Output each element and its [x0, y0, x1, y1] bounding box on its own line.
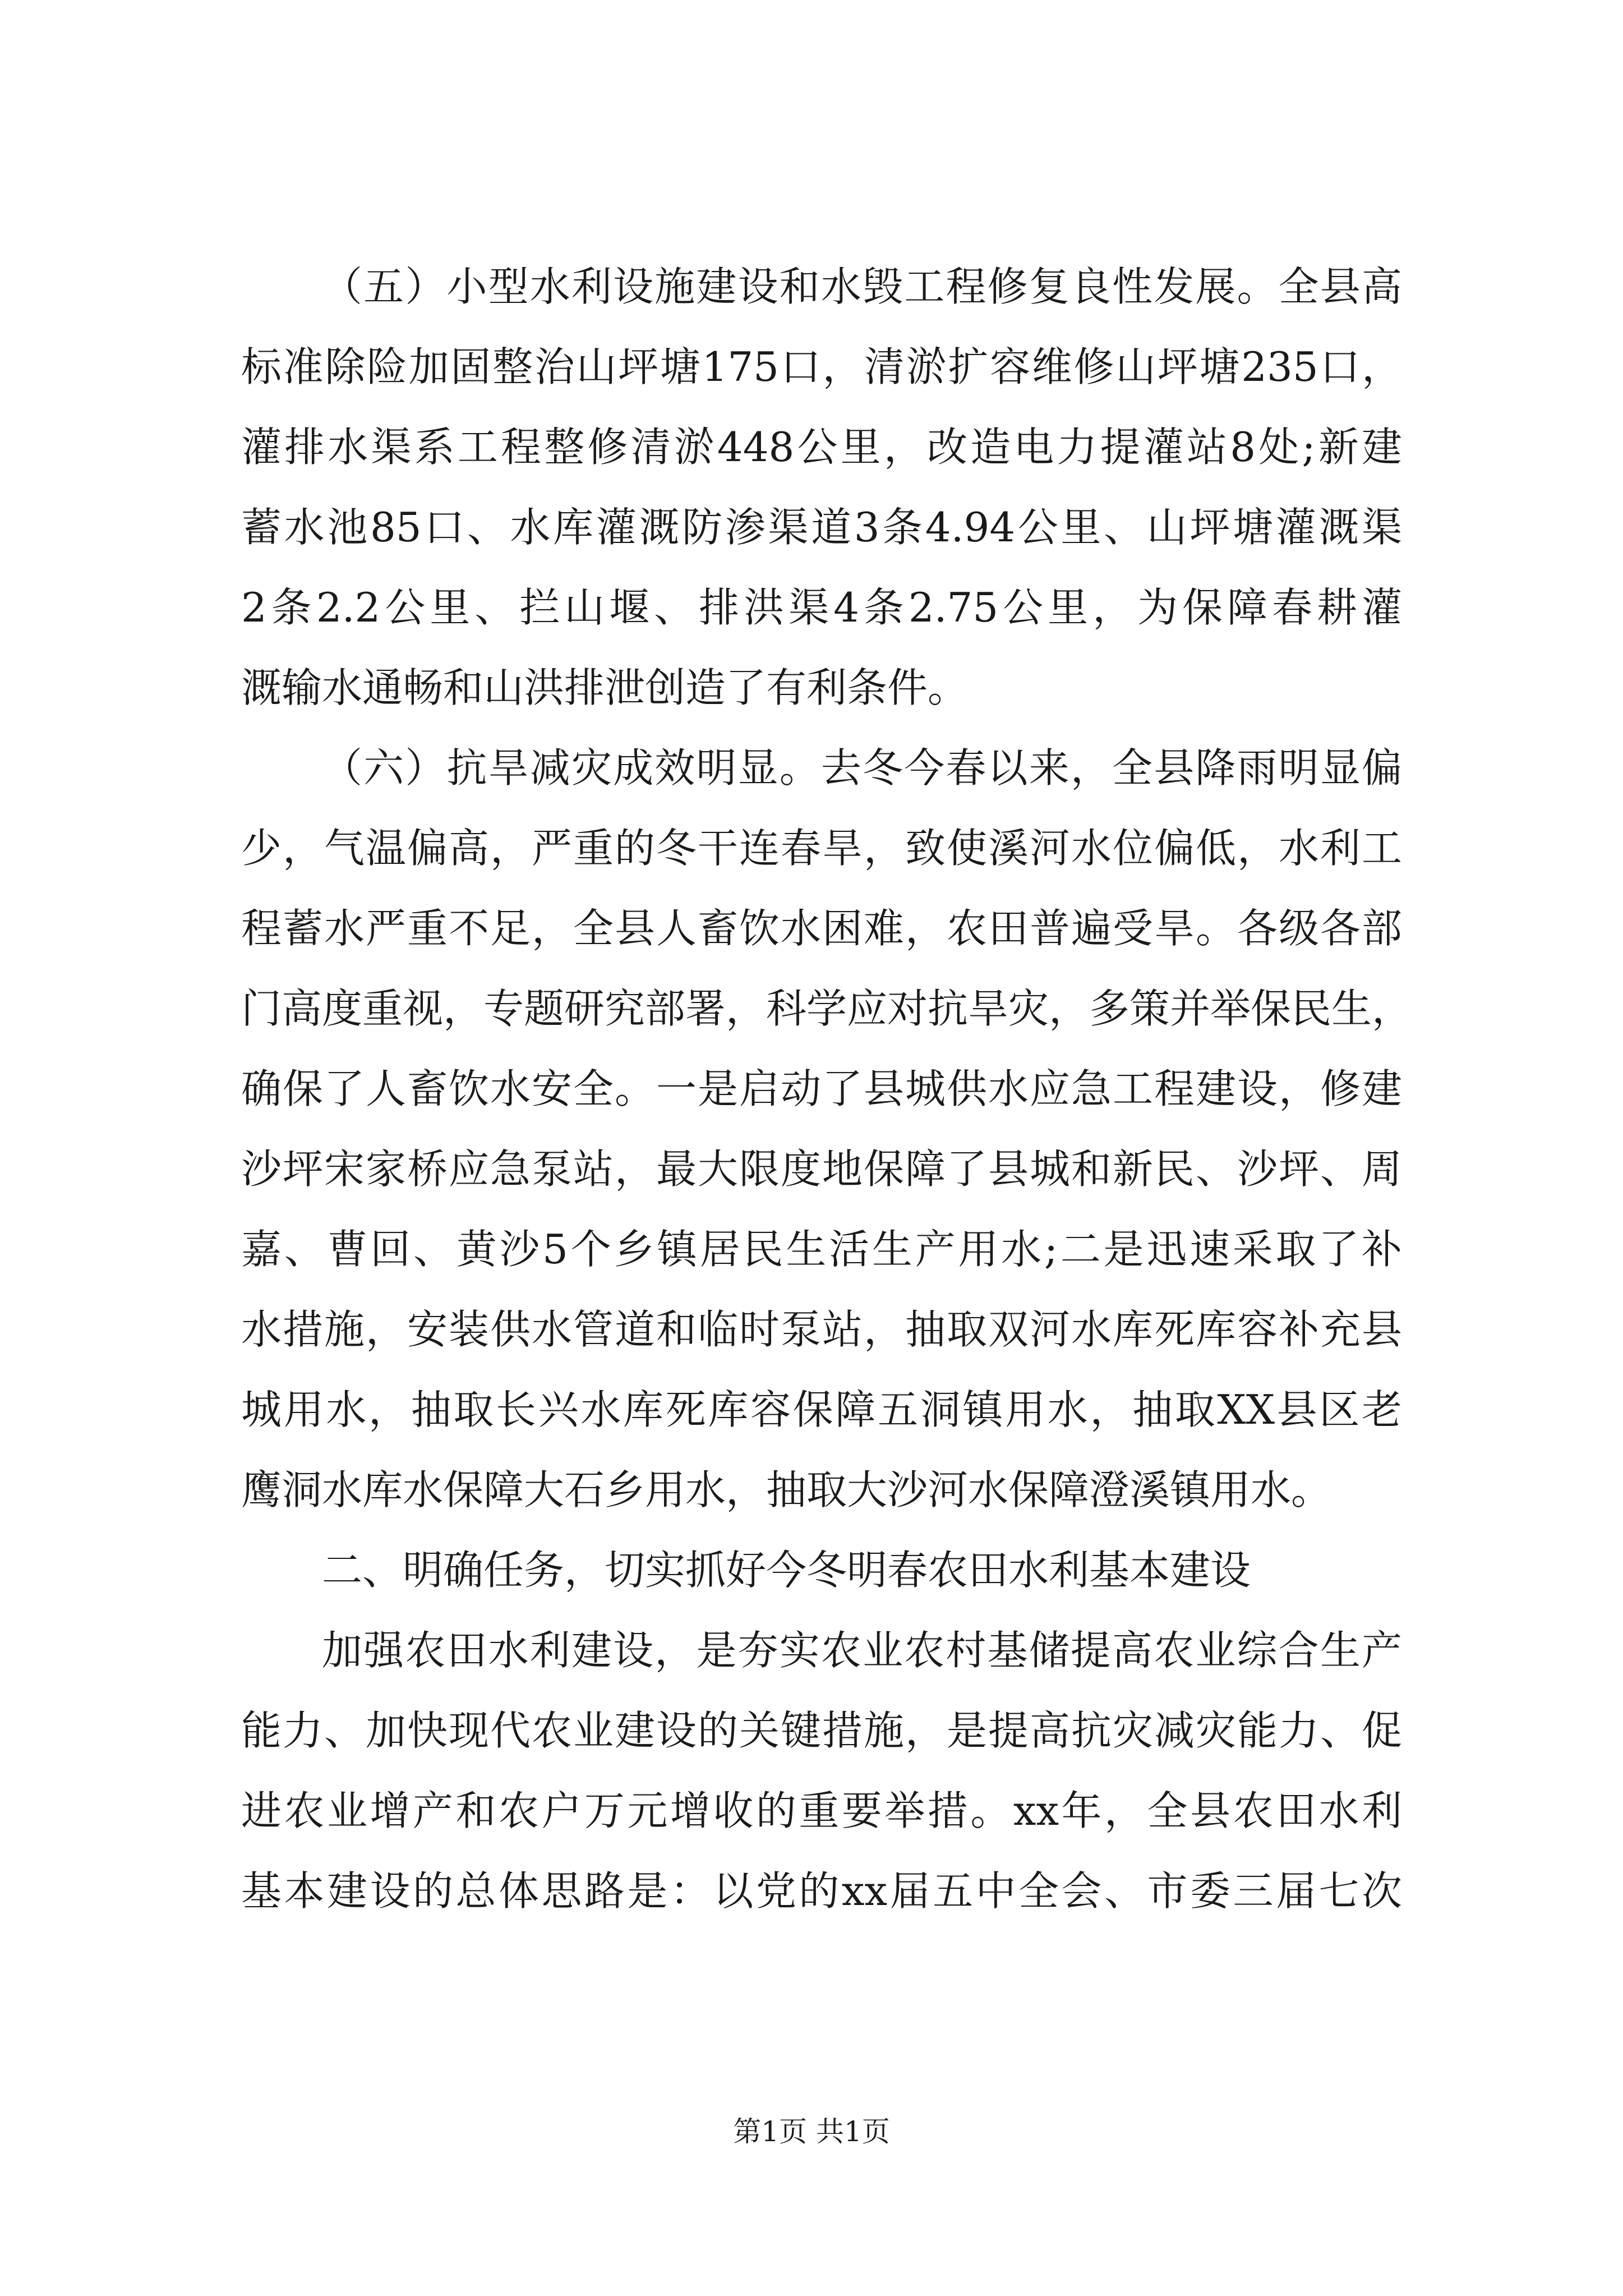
text-line: 门高度重视，专题研究部署，科学应对抗旱灾，多策并举保民生， — [241, 985, 1413, 1032]
document-body — [241, 247, 1413, 1931]
text-line: 沙坪宋家桥应急泵站，最大限度地保障了县城和新民、沙坪、周 — [241, 1145, 1402, 1193]
text-line: 确保了人畜饮水安全。一是启动了县城供水应急工程建设，修建 — [241, 1065, 1402, 1112]
text-line: 灌排水渠系工程整修清淤448公里，改造电力提灌站8处;新建 — [241, 424, 1402, 471]
section-heading-text: 二、明确任务，切实抓好今冬明春农田水利基本建设 — [322, 1547, 1251, 1594]
text-line: 溉输水通畅和山洪排泄创造了有利条件。 — [241, 664, 969, 711]
text-line: 基本建设的总体思路是：以党的xx届五中全会、市委三届七次 — [241, 1867, 1402, 1915]
text-line: 程蓄水严重不足，全县人畜饮水困难，农田普遍受旱。各级各部 — [241, 905, 1402, 952]
text-line: 嘉、曹回、黄沙5个乡镇居民生活生产用水;二是迅速采取了补 — [241, 1226, 1402, 1273]
page-number-label: 第1页 共1页 — [733, 2115, 890, 2148]
section-heading — [241, 1530, 1402, 1611]
text-line: 标准除险加固整治山坪塘175口，清淤扩容维修山坪塘235口， — [241, 343, 1402, 390]
paragraph-overview — [241, 1611, 1402, 1931]
text-line: 2条2.2公里、拦山堰、排洪渠4条2.75公里，为保障春耕灌 — [241, 584, 1402, 631]
text-line: 进农业增产和农户万元增收的重要举措。xx年，全县农田水利 — [241, 1787, 1402, 1834]
text-line: （六）抗旱减灾成效明显。去冬今春以来，全县降雨明显偏 — [322, 744, 1402, 792]
text-line: （五）小型水利设施建设和水毁工程修复良性发展。全县高 — [322, 263, 1402, 310]
text-line: 能力、加快现代农业建设的关键措施，是提高抗灾减灾能力、促 — [241, 1707, 1402, 1754]
text-line: 少，气温偏高，严重的冬干连春旱，致使溪河水位偏低，水利工 — [241, 825, 1402, 872]
text-line: 水措施，安装供水管道和临时泵站，抽取双河水库死库容补充县 — [241, 1306, 1402, 1353]
text-line: 加强农田水利建设，是夯实农业农村基储提高农业综合生产 — [322, 1627, 1402, 1674]
page-footer — [0, 2115, 1623, 2148]
paragraph-section-5 — [241, 247, 1402, 728]
paragraph-section-6 — [241, 728, 1413, 1530]
text-line: 蓄水池85口、水库灌溉防渗渠道3条4.94公里、山坪塘灌溉渠 — [241, 504, 1402, 551]
text-line: 城用水，抽取长兴水库死库容保障五洞镇用水，抽取XX县区老 — [241, 1386, 1402, 1433]
text-line: 鹰洞水库水保障大石乡用水，抽取大沙河水保障澄溪镇用水。 — [241, 1466, 1332, 1513]
